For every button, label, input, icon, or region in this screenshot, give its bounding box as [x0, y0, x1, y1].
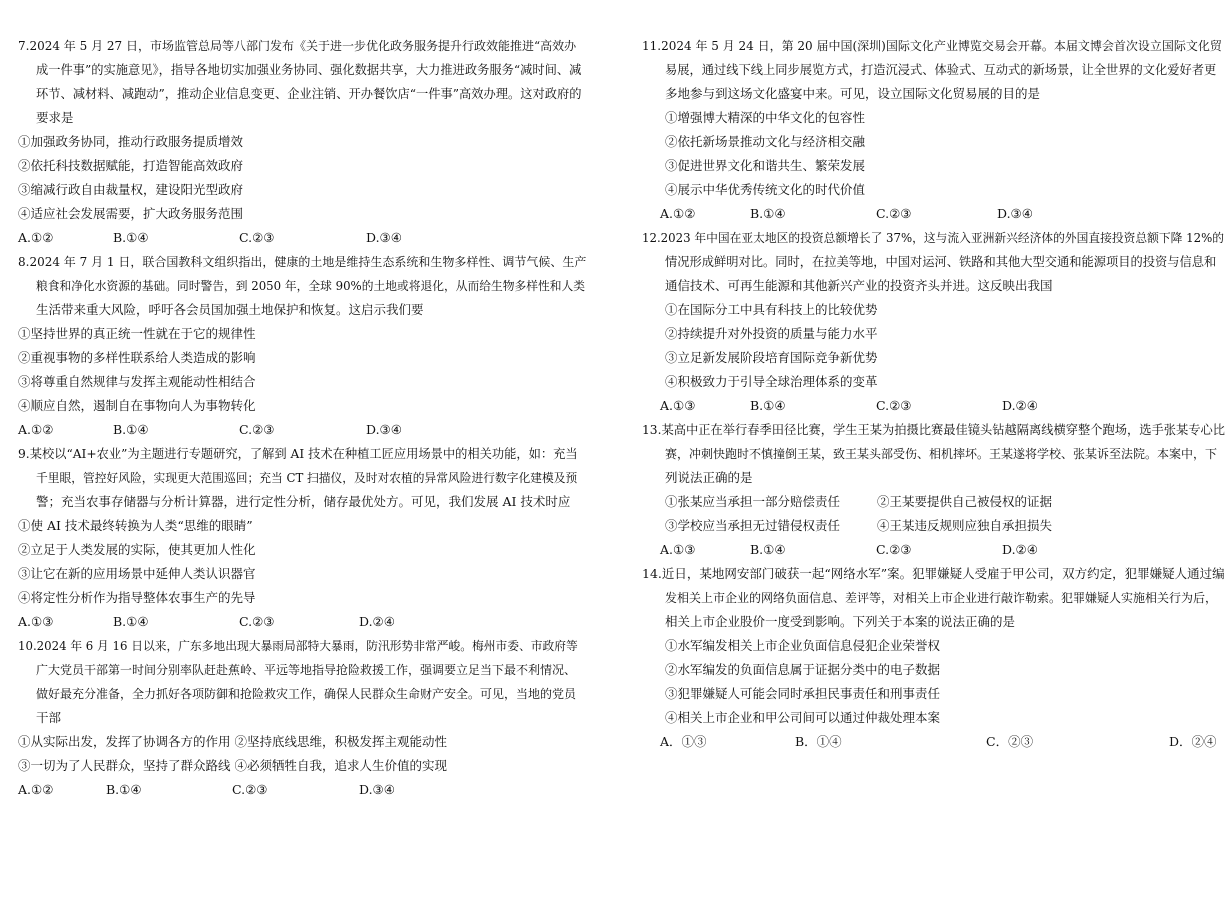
q14-option-a: A．①③ — [660, 734, 707, 749]
q12-item-2: ②持续提升对外投资的质量与能力水平 — [665, 326, 878, 341]
q14-stem-line-3: 相关上市企业股价一度受到影响。下列关于本案的说法正确的是 — [665, 614, 1016, 629]
q9-option-d: D.②④ — [359, 614, 395, 629]
q12-option-b: B.①④ — [750, 398, 786, 413]
q10-option-c: C.②③ — [232, 782, 268, 797]
q8-stem-line-2: 粮食和净化水资源的基础。同时警告，到 2050 年，全球 90%的土地或将退化，从而给生物多样性和人类 — [36, 279, 585, 293]
q9-stem-line-3: 警；充当农事存储器与分析计算器，进行定性分析，储存最优处方。可见，我们发展 AI 技术时应 — [36, 494, 571, 509]
q10-item-row-1: ①从实际出发，发挥了协调各方的作用 ②坚持底线思维，积极发挥主观能动性 — [18, 734, 447, 749]
q14-item-2: ②水军编发的负面信息属于证据分类中的电子数据 — [665, 662, 941, 677]
q7-option-a: A.①② — [18, 230, 54, 245]
q10-item-row-2: ③一切为了人民群众，坚持了群众路线 ④必须牺牲自我，追求人生价值的实现 — [18, 758, 447, 773]
q7-item-2: ②依托科技数据赋能，打造智能高效政府 — [18, 158, 244, 173]
q12-option-c: C.②③ — [876, 398, 912, 413]
q7-stem-line-1: 7.2024 年 5 月 27 日，市场监管总局等八部门发布《关于进一步优化政务服务提升行政效能推进“高效办 — [18, 39, 577, 53]
q13-stem-line-1: 13.某高中正在举行春季田径比赛，学生王某为拍摄比赛最佳镜头钻越隔离线横穿整个跑场，选手张某专心比 — [642, 423, 1225, 437]
q7-stem-line-4: 要求是 — [36, 110, 74, 125]
q11-item-4: ④展示中华优秀传统文化的时代价值 — [665, 182, 866, 197]
q10-stem-line-3: 做好最充分准备，全力抓好各项防御和抢险救灾工作，确保人民群众生命财产安全。可见，当地的党员 — [36, 687, 577, 701]
q13-option-c: C.②③ — [876, 542, 912, 557]
q14-option-c: C．②③ — [986, 734, 1034, 749]
q9-option-a: A.①③ — [18, 614, 54, 629]
q12-option-d: D.②④ — [1002, 398, 1038, 413]
q12-item-4: ④积极致力于引导全球治理体系的变革 — [665, 374, 878, 389]
q7-item-1: ①加强政务协同，推动行政服务提质增效 — [18, 134, 244, 149]
q8-stem-line-1: 8.2024 年 7 月 1 日，联合国教科文组织指出，健康的土地是维持生态系统和生物多样性、调节气候、生产 — [18, 255, 587, 269]
q11-option-b: B.①④ — [750, 206, 786, 221]
q7-stem-line-2: 成一件事”的实施意见》，指导各地切实加强业务协同、强化数据共享，大力推进政务服务“减时间、减 — [36, 63, 582, 77]
q8-option-c: C.②③ — [239, 422, 275, 437]
q11-item-2: ②依托新场景推动文化与经济相交融 — [665, 134, 866, 149]
q9-stem-line-1: 9.某校以“AI+农业”为主题进行专题研究，了解到 AI 技术在种植工匠应用场景中的相关功能，如：充当 — [18, 447, 578, 461]
q14-stem-line-1: 14.近日，某地网安部门破获一起“网络水军”案。犯罪嫌疑人受雇于甲公司，双方约定，犯罪嫌疑人通过编 — [642, 566, 1225, 581]
q9-option-c: C.②③ — [239, 614, 275, 629]
q12-stem-line-3: 通信技术、可再生能源和其他新兴产业的投资齐头并进。这反映出我国 — [665, 278, 1053, 293]
q10-option-b: B.①④ — [106, 782, 142, 797]
q11-option-d: D.③④ — [997, 206, 1033, 221]
q14-option-b: B．①④ — [795, 734, 842, 749]
q8-item-2: ②重视事物的多样性联系给人类造成的影响 — [18, 350, 256, 365]
q8-item-1: ①坚持世界的真正统一性就在于它的规律性 — [18, 326, 256, 341]
q13-stem-line-3: 列说法正确的是 — [665, 470, 753, 485]
q13-option-a: A.①③ — [660, 542, 696, 557]
q9-item-4: ④将定性分析作为指导整体农事生产的先导 — [18, 590, 256, 605]
q9-item-1: ①使 AI 技术最终转换为人类“思维的眼睛” — [18, 518, 253, 533]
q9-stem-line-2: 千里眼，管控好风险，实现更大范围巡回；充当 CT 扫描仪，及时对农植的异常风险进行数字化建模及预 — [36, 471, 578, 485]
q9-option-b: B.①④ — [113, 614, 149, 629]
q14-item-3: ③犯罪嫌疑人可能会同时承担民事责任和刑事责任 — [665, 686, 941, 701]
q14-option-d: D．②④ — [1169, 734, 1217, 749]
q14-item-4: ④相关上市企业和甲公司间可以通过仲裁处理本案 — [665, 710, 941, 725]
q10-stem-line-2: 广大党员干部第一时间分别率队赶赴蕉岭、平远等地指导抢险救援工作，强调要立足当下最不利情况、 — [36, 663, 577, 677]
q13-item-2: ②王某要提供自己被侵权的证据 — [877, 494, 1053, 509]
q8-option-a: A.①② — [18, 422, 54, 437]
q13-stem-line-2: 赛，冲刺快跑时不慎撞倒王某，致王某头部受伤、相机摔坏。王某遂将学校、张某诉至法院。本案中，下 — [665, 447, 1218, 461]
q13-option-b: B.①④ — [750, 542, 786, 557]
q14-stem-line-2: 发相关上市企业的网络负面信息、差评等，对相关上市企业进行敲诈勒索。犯罪嫌疑人实施相关行为后， — [665, 591, 1218, 605]
q7-option-b: B.①④ — [113, 230, 149, 245]
q10-stem-line-1: 10.2024 年 6 月 16 日以来，广东多地出现大暴雨局部特大暴雨，防汛形势非常严峻。梅州市委、市政府等 — [18, 639, 578, 653]
q8-option-b: B.①④ — [113, 422, 149, 437]
q12-option-a: A.①③ — [660, 398, 696, 413]
q7-stem-line-3: 环节、减材料、减跑动”，推动企业信息变更、企业注销、开办餐饮店“一件事”高效办理。这对政府的 — [36, 87, 582, 101]
q11-item-3: ③促进世界文化和谐共生、繁荣发展 — [665, 158, 866, 173]
q11-item-1: ①增强博大精深的中华文化的包容性 — [665, 110, 866, 125]
q9-item-2: ②立足于人类发展的实际，使其更加人性化 — [18, 542, 256, 557]
q8-item-4: ④顺应自然，遏制自在事物向人为事物转化 — [18, 398, 256, 413]
q13-option-d: D.②④ — [1002, 542, 1038, 557]
q13-item-4: ④王某违反规则应独自承担损失 — [877, 518, 1053, 533]
q8-option-d: D.③④ — [366, 422, 402, 437]
q7-option-d: D.③④ — [366, 230, 402, 245]
q11-option-c: C.②③ — [876, 206, 912, 221]
q11-option-a: A.①② — [660, 206, 696, 221]
q12-item-3: ③立足新发展阶段培育国际竞争新优势 — [665, 350, 878, 365]
q10-option-d: D.③④ — [359, 782, 395, 797]
q12-stem-line-1: 12.2023 年中国在亚太地区的投资总额增长了 37%，这与流入亚洲新兴经济体的外国直接投资总额下降 12%的 — [642, 231, 1225, 245]
q12-stem-line-2: 情况形成鲜明对比。同时，在拉美等地，中国对运河、铁路和其他大型交通和能源项目的投资与信息和 — [665, 255, 1217, 269]
q13-item-3: ③学校应当承担无过错侵权责任 — [665, 518, 841, 533]
q7-item-4: ④适应社会发展需要，扩大政务服务范围 — [18, 206, 244, 221]
q14-item-1: ①水军编发相关上市企业负面信息侵犯企业荣誉权 — [665, 638, 941, 653]
q8-stem-line-3: 生活带来重大风险，呼吁各会员国加强土地保护和恢复。这启示我们要 — [36, 302, 424, 317]
q10-option-a: A.①② — [18, 782, 54, 797]
q7-option-c: C.②③ — [239, 230, 275, 245]
q10-stem-line-4: 干部 — [36, 710, 62, 725]
q11-stem-line-2: 易展，通过线下线上同步展览方式，打造沉浸式、体验式、互动式的新场景，让全世界的文化爱好者更 — [665, 63, 1217, 77]
q7-item-3: ③缩减行政自由裁量权，建设阳光型政府 — [18, 182, 244, 197]
q12-item-1: ①在国际分工中具有科技上的比较优势 — [665, 302, 878, 317]
q13-item-1: ①张某应当承担一部分赔偿责任 — [665, 494, 841, 509]
q11-stem-line-3: 多地参与到这场文化盛宴中来。可见，设立国际文化贸易展的目的是 — [665, 86, 1041, 101]
q8-item-3: ③将尊重自然规律与发挥主观能动性相结合 — [18, 374, 256, 389]
q9-item-3: ③让它在新的应用场景中延伸人类认识器官 — [18, 566, 256, 581]
q11-stem-line-1: 11.2024 年 5 月 24 日，第 20 届中国(深圳)国际文化产业博览交易会开幕。本届文博会首次设立国际文化贸 — [642, 39, 1222, 53]
